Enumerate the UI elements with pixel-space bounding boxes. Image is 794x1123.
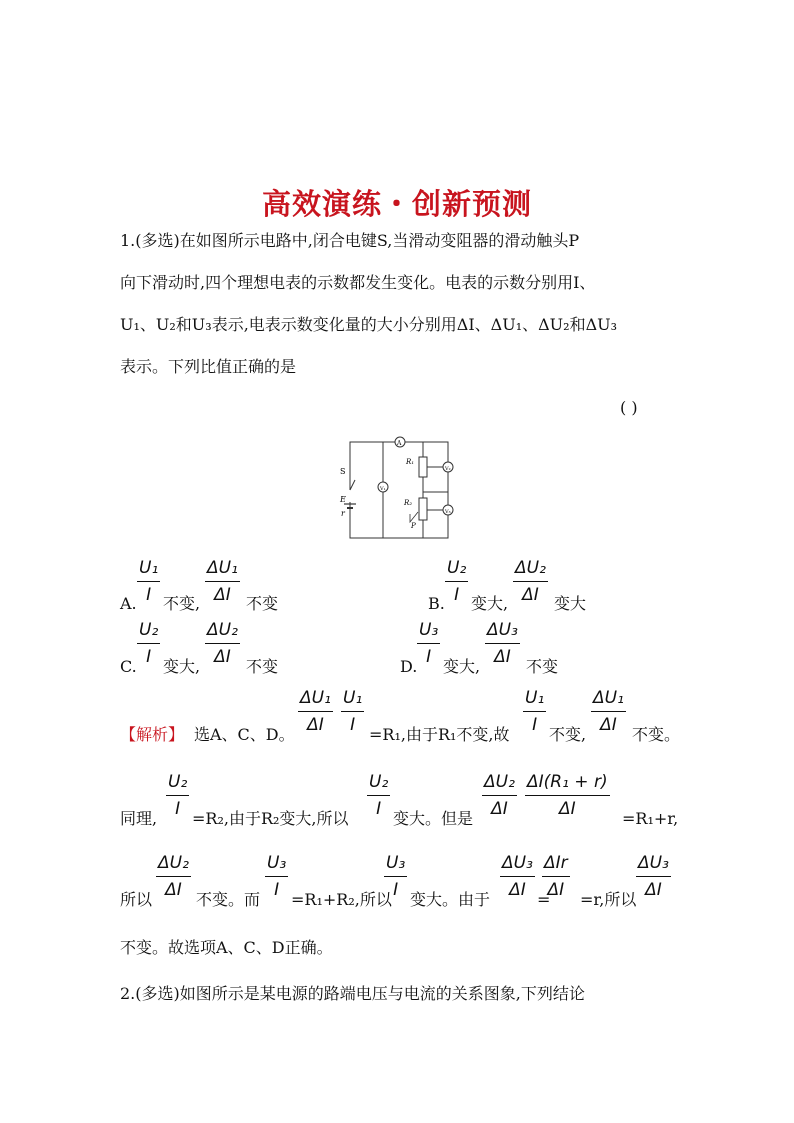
option-d-text-1: 变大, [443, 657, 481, 676]
option-c-text-2: 不变 [246, 657, 279, 676]
label-A: A [397, 440, 402, 447]
option-b-frac-1: $\frac{\text{U₂}}{I}$ [447, 558, 467, 605]
analysis-r1-c: 不变, [549, 725, 587, 744]
q1-line-3: U₁、U₂和U₃表示,电表示数变化量的大小分别用ΔI、ΔU₁、ΔU₂和ΔU₃ [120, 315, 618, 334]
analysis-r4: 不变。故选项A、C、D正确。 [120, 938, 333, 957]
analysis-r1-a: 选A、C、D。 [194, 725, 295, 744]
analysis-frac-U3-I-b: $\frac{\text{U₃}}{I}$ [386, 853, 406, 900]
label-P: P [411, 522, 416, 530]
option-a-text-2: 不变 [246, 594, 279, 613]
option-c-frac-2: $\frac{\text{ΔU₂}}{\Delta I}$ [207, 620, 238, 667]
q1-line-4: 表示。下列比值正确的是 [120, 357, 297, 376]
option-a-frac-1: $\frac{\text{U₁}}{I}$ [139, 558, 159, 605]
analysis-r3-f: =r,所以 [580, 890, 637, 909]
analysis-frac-dIR-dI: $\frac{\text{ΔI(R₁ + r)}}{\Delta I}$ [527, 772, 608, 819]
analysis-r2-d: =R₁+r, [622, 809, 679, 828]
q2-line-1: 2.(多选)如图所示是某电源的路端电压与电流的关系图象,下列结论 [120, 984, 585, 1003]
option-d-frac-1: $\frac{\text{U₃}}{I}$ [419, 620, 439, 667]
answer-paren: ( ) [620, 398, 638, 417]
analysis-frac-dU2-dI-b: $\frac{\text{ΔU₂}}{\Delta I}$ [158, 853, 189, 900]
label-R1: R₁ [406, 458, 415, 466]
option-d-text-2: 不变 [526, 657, 559, 676]
label-V1: V₁ [380, 486, 386, 492]
analysis-frac-U1-I-a: $\frac{\text{U₁}}{I}$ [343, 688, 363, 735]
option-b-text-2: 变大 [554, 594, 587, 613]
circuit-diagram [338, 432, 468, 542]
analysis-frac-dIr-dI: ΔIr ΔI [544, 853, 568, 900]
option-d-label[interactable]: D. [400, 657, 418, 676]
label-E: E [340, 495, 346, 504]
option-a-text-1: 不变, [163, 594, 201, 613]
analysis-frac-dU2-dI: $\frac{\text{ΔU₂}}{\Delta I}$ [484, 772, 515, 819]
label-V3: V₃ [445, 509, 451, 515]
option-c-text-1: 变大, [163, 657, 201, 676]
analysis-frac-dU1-dI-b: $\frac{\text{ΔU₁}}{\Delta I}$ [593, 688, 624, 735]
analysis-frac-dU1-dI: $\frac{\text{ΔU₁}}{\Delta I}$ [300, 688, 331, 735]
analysis-r3-a: 所以 [120, 890, 153, 909]
analysis-r1-b: =R₁,由于R₁不变,故 [369, 725, 510, 744]
analysis-r3-c: =R₁+R₂,所以 [291, 890, 392, 909]
option-c-label[interactable]: C. [120, 657, 137, 676]
option-d-frac-2: $\frac{\text{ΔU₃}}{\Delta I}$ [487, 620, 518, 667]
page-title: 高效演练・创新预测 [261, 187, 532, 221]
label-V2: V₂ [445, 466, 451, 472]
option-b-frac-2: $\frac{\text{ΔU₂}}{\Delta I}$ [515, 558, 546, 605]
analysis-frac-U1-I-b: $\frac{\text{U₁}}{I}$ [525, 688, 545, 735]
analysis-r1-d: 不变。 [632, 725, 681, 744]
analysis-r3-d: 变大。由于 [410, 890, 491, 909]
analysis-r3-e: = [537, 890, 551, 909]
label-r: r [341, 509, 345, 518]
option-b-text-1: 变大, [471, 594, 509, 613]
analysis-frac-dU3-dI: $\frac{\text{ΔU₃}}{\Delta I}$ [502, 853, 533, 900]
analysis-r2-b: =R₂,由于R₂变大,所以 [192, 809, 349, 828]
label-R2: R₂ [404, 499, 413, 507]
analysis-frac-U2-I-a: $\frac{\text{U₂}}{I}$ [168, 772, 188, 819]
option-a-label[interactable]: A. [120, 594, 137, 613]
option-c-frac-1: $\frac{\text{U₂}}{I}$ [139, 620, 159, 667]
analysis-r2-a: 同理, [120, 809, 158, 828]
analysis-frac-U2-I-b: $\frac{\text{U₂}}{I}$ [369, 772, 389, 819]
q1-line-1: 1.(多选)在如图所示电路中,闭合电键S,当滑动变阻器的滑动触头P [120, 231, 580, 250]
option-a-frac-2: $\frac{\text{ΔU₁}}{\Delta I}$ [207, 558, 238, 605]
analysis-frac-U3-I-a: $\frac{\text{U₃}}{I}$ [267, 853, 287, 900]
label-S: S [340, 467, 346, 476]
resistor-r1-icon [419, 457, 427, 477]
option-b-label[interactable]: B. [428, 594, 445, 613]
analysis-r2-c: 变大。但是 [393, 809, 474, 828]
rheostat-r2-icon [419, 498, 427, 520]
analysis-tag: 【解析】 [120, 725, 185, 744]
q1-line-2: 向下滑动时,四个理想电表的示数都发生变化。电表的示数分别用I、 [120, 273, 596, 292]
analysis-frac-dU3-dI-b: $\frac{\text{ΔU₃}}{\Delta I}$ [638, 853, 669, 900]
analysis-r3-b: 不变。而 [196, 890, 261, 909]
